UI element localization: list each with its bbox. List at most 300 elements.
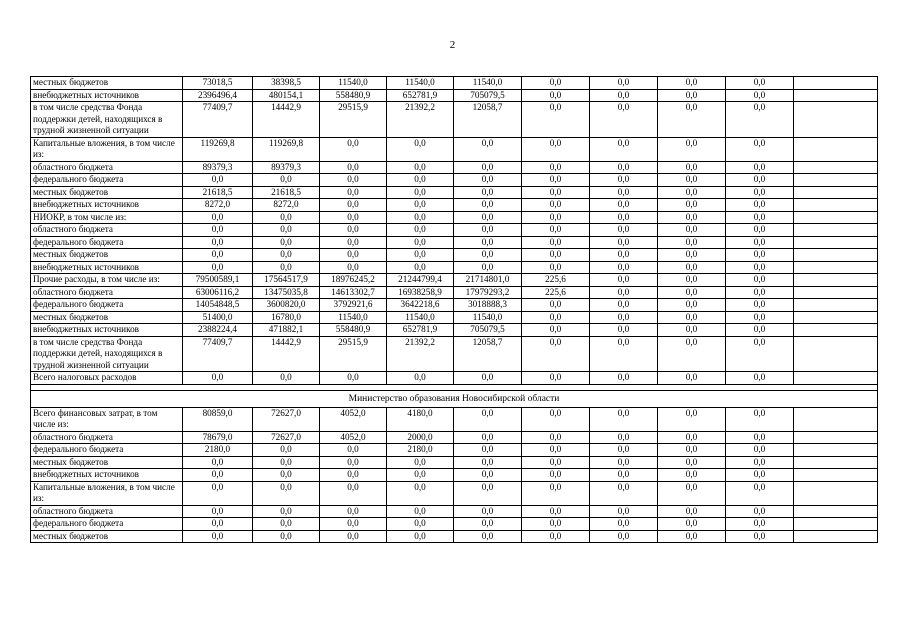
row-value: 0,0: [590, 336, 658, 372]
row-value: 0,0: [590, 324, 658, 337]
row-label: местных бюджетов: [31, 186, 183, 199]
row-value: 8272,0: [183, 199, 253, 212]
row-value: 0,0: [320, 224, 387, 237]
row-value: 0,0: [183, 249, 253, 262]
row-value: 0,0: [658, 444, 726, 457]
row-empty-cell: [794, 481, 878, 505]
row-value: 0,0: [726, 211, 794, 224]
row-value: 0,0: [726, 137, 794, 161]
row-value: 0,0: [726, 77, 794, 90]
row-value: 21714801,0: [454, 274, 522, 287]
row-value: 0,0: [454, 456, 522, 469]
row-value: 0,0: [590, 102, 658, 138]
table-row: [31, 324, 878, 337]
row-label: НИОКР, в том числе из:: [31, 211, 183, 224]
row-value: 0,0: [522, 186, 590, 199]
row-value: 79500589,1: [183, 274, 253, 287]
row-value: 77409,7: [183, 336, 253, 372]
row-value: 0,0: [387, 186, 454, 199]
row-value: 38398,5: [253, 77, 320, 90]
row-value: 119269,8: [183, 137, 253, 161]
row-value: 0,0: [522, 211, 590, 224]
row-value: 0,0: [590, 469, 658, 482]
row-value: 225,6: [522, 274, 590, 287]
table-body-part-a: [31, 77, 878, 385]
row-label: областного бюджета: [31, 431, 183, 444]
row-label: местных бюджетов: [31, 311, 183, 324]
row-value: 0,0: [726, 456, 794, 469]
row-value: 0,0: [387, 469, 454, 482]
row-value: 0,0: [454, 407, 522, 431]
row-value: 0,0: [522, 469, 590, 482]
row-value: 558480,9: [320, 89, 387, 102]
row-value: 0,0: [726, 299, 794, 312]
row-value: 51400,0: [183, 311, 253, 324]
row-value: 8272,0: [253, 199, 320, 212]
row-value: 0,0: [726, 372, 794, 385]
row-value: 12058,7: [454, 102, 522, 138]
row-label: областного бюджета: [31, 505, 183, 518]
row-value: 0,0: [183, 236, 253, 249]
row-empty-cell: [794, 444, 878, 457]
row-label: областного бюджета: [31, 286, 183, 299]
row-value: 0,0: [387, 456, 454, 469]
row-value: 0,0: [590, 505, 658, 518]
row-value: 14613302,7: [320, 286, 387, 299]
section-title: Министерство образования Новосибирской области: [31, 390, 878, 407]
table-row: [31, 161, 878, 174]
row-value: 11540,0: [320, 77, 387, 90]
row-value: 0,0: [387, 261, 454, 274]
row-value: 0,0: [454, 518, 522, 531]
row-empty-cell: [794, 469, 878, 482]
row-value: 0,0: [320, 199, 387, 212]
table-row: [31, 137, 878, 161]
row-value: 0,0: [522, 249, 590, 262]
row-empty-cell: [794, 102, 878, 138]
row-empty-cell: [794, 372, 878, 385]
row-value: 0,0: [253, 505, 320, 518]
row-value: 21392,2: [387, 102, 454, 138]
row-value: 0,0: [320, 469, 387, 482]
row-value: 0,0: [253, 518, 320, 531]
row-value: 0,0: [183, 518, 253, 531]
row-empty-cell: [794, 224, 878, 237]
row-value: 0,0: [726, 199, 794, 212]
row-empty-cell: [794, 324, 878, 337]
table-row: [31, 518, 878, 531]
row-value: 0,0: [522, 444, 590, 457]
row-label: федерального бюджета: [31, 174, 183, 187]
row-value: 0,0: [658, 469, 726, 482]
row-value: 0,0: [183, 481, 253, 505]
row-value: 11540,0: [454, 311, 522, 324]
row-value: 0,0: [522, 431, 590, 444]
row-value: 0,0: [320, 261, 387, 274]
row-value: 72627,0: [253, 407, 320, 431]
row-empty-cell: [794, 249, 878, 262]
row-value: 0,0: [658, 102, 726, 138]
row-value: 0,0: [658, 505, 726, 518]
row-empty-cell: [794, 431, 878, 444]
row-value: 0,0: [320, 372, 387, 385]
row-value: 0,0: [590, 311, 658, 324]
row-value: 0,0: [253, 261, 320, 274]
row-value: 0,0: [658, 324, 726, 337]
row-value: 0,0: [726, 261, 794, 274]
row-value: 11540,0: [387, 311, 454, 324]
row-value: 0,0: [387, 174, 454, 187]
row-value: 0,0: [387, 505, 454, 518]
row-value: 0,0: [320, 174, 387, 187]
row-value: 18976245,2: [320, 274, 387, 287]
row-value: 0,0: [658, 77, 726, 90]
table-row: [31, 199, 878, 212]
table-row: [31, 211, 878, 224]
row-value: 0,0: [454, 469, 522, 482]
row-value: 72627,0: [253, 431, 320, 444]
row-value: 0,0: [253, 456, 320, 469]
row-value: 0,0: [253, 249, 320, 262]
row-value: 0,0: [253, 174, 320, 187]
row-value: 0,0: [454, 444, 522, 457]
row-value: 0,0: [590, 137, 658, 161]
row-value: 89379,3: [183, 161, 253, 174]
row-value: 0,0: [658, 199, 726, 212]
row-value: 0,0: [726, 174, 794, 187]
row-label: Прочие расходы, в том числе из:: [31, 274, 183, 287]
row-value: 14442,9: [253, 102, 320, 138]
row-value: 0,0: [590, 299, 658, 312]
row-empty-cell: [794, 77, 878, 90]
row-empty-cell: [794, 518, 878, 531]
row-value: 0,0: [658, 137, 726, 161]
row-value: 0,0: [454, 174, 522, 187]
row-empty-cell: [794, 211, 878, 224]
row-value: 73018,5: [183, 77, 253, 90]
row-value: 0,0: [522, 102, 590, 138]
row-empty-cell: [794, 186, 878, 199]
row-value: 14442,9: [253, 336, 320, 372]
table-row: [31, 261, 878, 274]
row-value: 0,0: [183, 530, 253, 543]
row-value: 0,0: [658, 261, 726, 274]
row-value: 0,0: [522, 336, 590, 372]
row-value: 0,0: [658, 161, 726, 174]
row-value: 0,0: [183, 469, 253, 482]
row-value: 2388224,4: [183, 324, 253, 337]
table-row: [31, 89, 878, 102]
row-empty-cell: [794, 311, 878, 324]
row-value: 0,0: [320, 211, 387, 224]
row-value: 0,0: [387, 211, 454, 224]
row-value: 2396496,4: [183, 89, 253, 102]
row-empty-cell: [794, 174, 878, 187]
row-empty-cell: [794, 137, 878, 161]
row-value: 0,0: [658, 311, 726, 324]
table-row: [31, 444, 878, 457]
table-row: [31, 249, 878, 262]
row-value: 0,0: [320, 249, 387, 262]
section-header-body: [31, 384, 878, 407]
row-value: 0,0: [522, 518, 590, 531]
row-value: 3642218,6: [387, 299, 454, 312]
table-row: [31, 299, 878, 312]
row-label: в том числе средства Фонда поддержки детей, находящихся в трудной жизненной ситуации: [31, 102, 183, 138]
row-value: 2180,0: [387, 444, 454, 457]
row-value: 0,0: [726, 224, 794, 237]
row-empty-cell: [794, 530, 878, 543]
row-value: 0,0: [590, 444, 658, 457]
row-value: 471882,1: [253, 324, 320, 337]
row-value: 4052,0: [320, 431, 387, 444]
row-label: Капитальные вложения, в том числе из:: [31, 481, 183, 505]
row-value: 21618,5: [183, 186, 253, 199]
row-value: 0,0: [522, 505, 590, 518]
table-row: [31, 336, 878, 372]
row-value: 0,0: [454, 186, 522, 199]
row-value: 3792921,6: [320, 299, 387, 312]
row-value: 0,0: [454, 261, 522, 274]
table-row: [31, 469, 878, 482]
row-value: 0,0: [658, 456, 726, 469]
row-value: 0,0: [387, 236, 454, 249]
table-body-part-b: [31, 407, 878, 543]
row-value: 0,0: [658, 89, 726, 102]
row-value: 0,0: [253, 236, 320, 249]
row-value: 0,0: [253, 444, 320, 457]
row-value: 0,0: [522, 236, 590, 249]
row-value: 2000,0: [387, 431, 454, 444]
row-value: 0,0: [320, 456, 387, 469]
row-value: 0,0: [658, 174, 726, 187]
row-empty-cell: [794, 161, 878, 174]
table-row: [31, 311, 878, 324]
row-empty-cell: [794, 299, 878, 312]
section-header-row: [31, 390, 878, 407]
row-value: 0,0: [387, 161, 454, 174]
row-value: 0,0: [590, 161, 658, 174]
row-value: 17564517,9: [253, 274, 320, 287]
row-value: 0,0: [522, 224, 590, 237]
row-value: 11540,0: [320, 311, 387, 324]
row-value: 0,0: [590, 530, 658, 543]
page-number: 2: [449, 39, 456, 51]
row-value: 0,0: [253, 530, 320, 543]
table-row: [31, 77, 878, 90]
row-empty-cell: [794, 274, 878, 287]
row-value: 0,0: [320, 444, 387, 457]
row-value: 0,0: [454, 137, 522, 161]
table-row: [31, 186, 878, 199]
row-label: внебюджетных источников: [31, 261, 183, 274]
row-value: 13475035,8: [253, 286, 320, 299]
row-value: 0,0: [183, 211, 253, 224]
row-value: 0,0: [183, 505, 253, 518]
row-label: внебюджетных источников: [31, 324, 183, 337]
row-value: 0,0: [590, 211, 658, 224]
row-value: 0,0: [726, 444, 794, 457]
row-label: в том числе средства Фонда поддержки детей, находящихся в трудной жизненной ситуации: [31, 336, 183, 372]
row-value: 0,0: [726, 249, 794, 262]
row-value: 0,0: [183, 456, 253, 469]
row-value: 0,0: [183, 261, 253, 274]
row-label: внебюджетных источников: [31, 199, 183, 212]
row-value: 0,0: [522, 199, 590, 212]
row-empty-cell: [794, 456, 878, 469]
row-value: 0,0: [590, 518, 658, 531]
table-row: [31, 274, 878, 287]
row-value: 0,0: [454, 236, 522, 249]
row-value: 0,0: [320, 186, 387, 199]
row-value: 0,0: [726, 324, 794, 337]
row-value: 0,0: [590, 89, 658, 102]
row-value: 0,0: [522, 261, 590, 274]
row-value: 0,0: [320, 481, 387, 505]
row-value: 0,0: [590, 481, 658, 505]
row-value: 0,0: [658, 236, 726, 249]
row-value: 12058,7: [454, 336, 522, 372]
row-value: 0,0: [522, 161, 590, 174]
row-value: 0,0: [726, 102, 794, 138]
row-value: 29515,9: [320, 336, 387, 372]
row-value: 0,0: [522, 311, 590, 324]
table-row: [31, 530, 878, 543]
row-value: 0,0: [253, 372, 320, 385]
row-label: областного бюджета: [31, 224, 183, 237]
row-value: 0,0: [454, 161, 522, 174]
row-value: 0,0: [658, 407, 726, 431]
row-empty-cell: [794, 407, 878, 431]
row-value: 480154,1: [253, 89, 320, 102]
row-value: 78679,0: [183, 431, 253, 444]
row-value: 11540,0: [454, 77, 522, 90]
row-value: 0,0: [658, 186, 726, 199]
row-label: местных бюджетов: [31, 77, 183, 90]
row-value: 0,0: [253, 211, 320, 224]
row-value: 0,0: [183, 224, 253, 237]
row-value: 11540,0: [387, 77, 454, 90]
row-label: Всего финансовых затрат, в том числе из:: [31, 407, 183, 431]
row-value: 0,0: [658, 249, 726, 262]
row-value: 0,0: [590, 199, 658, 212]
row-value: 0,0: [658, 299, 726, 312]
row-value: 0,0: [454, 372, 522, 385]
row-value: 0,0: [590, 186, 658, 199]
row-value: 0,0: [590, 261, 658, 274]
row-value: 558480,9: [320, 324, 387, 337]
row-value: 652781,9: [387, 324, 454, 337]
row-value: 0,0: [522, 299, 590, 312]
row-value: 0,0: [387, 249, 454, 262]
row-value: 0,0: [590, 77, 658, 90]
row-value: 0,0: [454, 530, 522, 543]
row-value: 0,0: [590, 236, 658, 249]
row-empty-cell: [794, 286, 878, 299]
row-value: 0,0: [658, 431, 726, 444]
row-value: 705079,5: [454, 324, 522, 337]
row-value: 0,0: [658, 224, 726, 237]
table-row: [31, 431, 878, 444]
row-label: местных бюджетов: [31, 249, 183, 262]
row-value: 0,0: [387, 530, 454, 543]
row-label: внебюджетных источников: [31, 469, 183, 482]
row-label: областного бюджета: [31, 161, 183, 174]
row-value: 0,0: [253, 469, 320, 482]
row-value: 0,0: [454, 481, 522, 505]
row-empty-cell: [794, 236, 878, 249]
row-empty-cell: [794, 505, 878, 518]
row-label: местных бюджетов: [31, 456, 183, 469]
row-value: 0,0: [590, 224, 658, 237]
row-value: 0,0: [320, 518, 387, 531]
row-value: 0,0: [658, 286, 726, 299]
row-value: 0,0: [183, 372, 253, 385]
table-row: [31, 456, 878, 469]
row-value: 14054848,5: [183, 299, 253, 312]
row-value: 0,0: [320, 505, 387, 518]
table-row: [31, 174, 878, 187]
row-value: 0,0: [590, 174, 658, 187]
row-value: 0,0: [454, 431, 522, 444]
row-value: 0,0: [253, 224, 320, 237]
row-value: 0,0: [183, 174, 253, 187]
row-value: 0,0: [387, 481, 454, 505]
table-row: [31, 286, 878, 299]
row-value: 0,0: [454, 224, 522, 237]
row-value: 80859,0: [183, 407, 253, 431]
row-value: 0,0: [522, 372, 590, 385]
row-value: 0,0: [454, 211, 522, 224]
row-value: 0,0: [726, 530, 794, 543]
table-row: [31, 407, 878, 431]
row-label: местных бюджетов: [31, 530, 183, 543]
row-value: 0,0: [658, 274, 726, 287]
table-row: [31, 236, 878, 249]
row-value: 0,0: [387, 199, 454, 212]
row-value: 0,0: [726, 161, 794, 174]
row-value: 0,0: [522, 530, 590, 543]
row-value: 0,0: [387, 224, 454, 237]
row-value: 225,6: [522, 286, 590, 299]
row-empty-cell: [794, 89, 878, 102]
row-value: 0,0: [320, 236, 387, 249]
row-value: 119269,8: [253, 137, 320, 161]
row-value: 0,0: [522, 481, 590, 505]
row-value: 0,0: [726, 505, 794, 518]
row-value: 0,0: [253, 481, 320, 505]
row-empty-cell: [794, 261, 878, 274]
row-value: 16938258,9: [387, 286, 454, 299]
row-label: федерального бюджета: [31, 444, 183, 457]
row-value: 0,0: [387, 518, 454, 531]
row-value: 0,0: [522, 324, 590, 337]
row-value: 652781,9: [387, 89, 454, 102]
row-value: 705079,5: [454, 89, 522, 102]
row-value: 0,0: [726, 481, 794, 505]
row-value: 4180,0: [387, 407, 454, 431]
row-value: 89379,3: [253, 161, 320, 174]
row-value: 0,0: [454, 199, 522, 212]
row-value: 21392,2: [387, 336, 454, 372]
row-value: 0,0: [658, 372, 726, 385]
row-value: 77409,7: [183, 102, 253, 138]
row-value: 0,0: [726, 89, 794, 102]
row-value: 0,0: [726, 236, 794, 249]
row-value: 0,0: [320, 137, 387, 161]
row-value: 0,0: [726, 336, 794, 372]
row-value: 0,0: [590, 274, 658, 287]
